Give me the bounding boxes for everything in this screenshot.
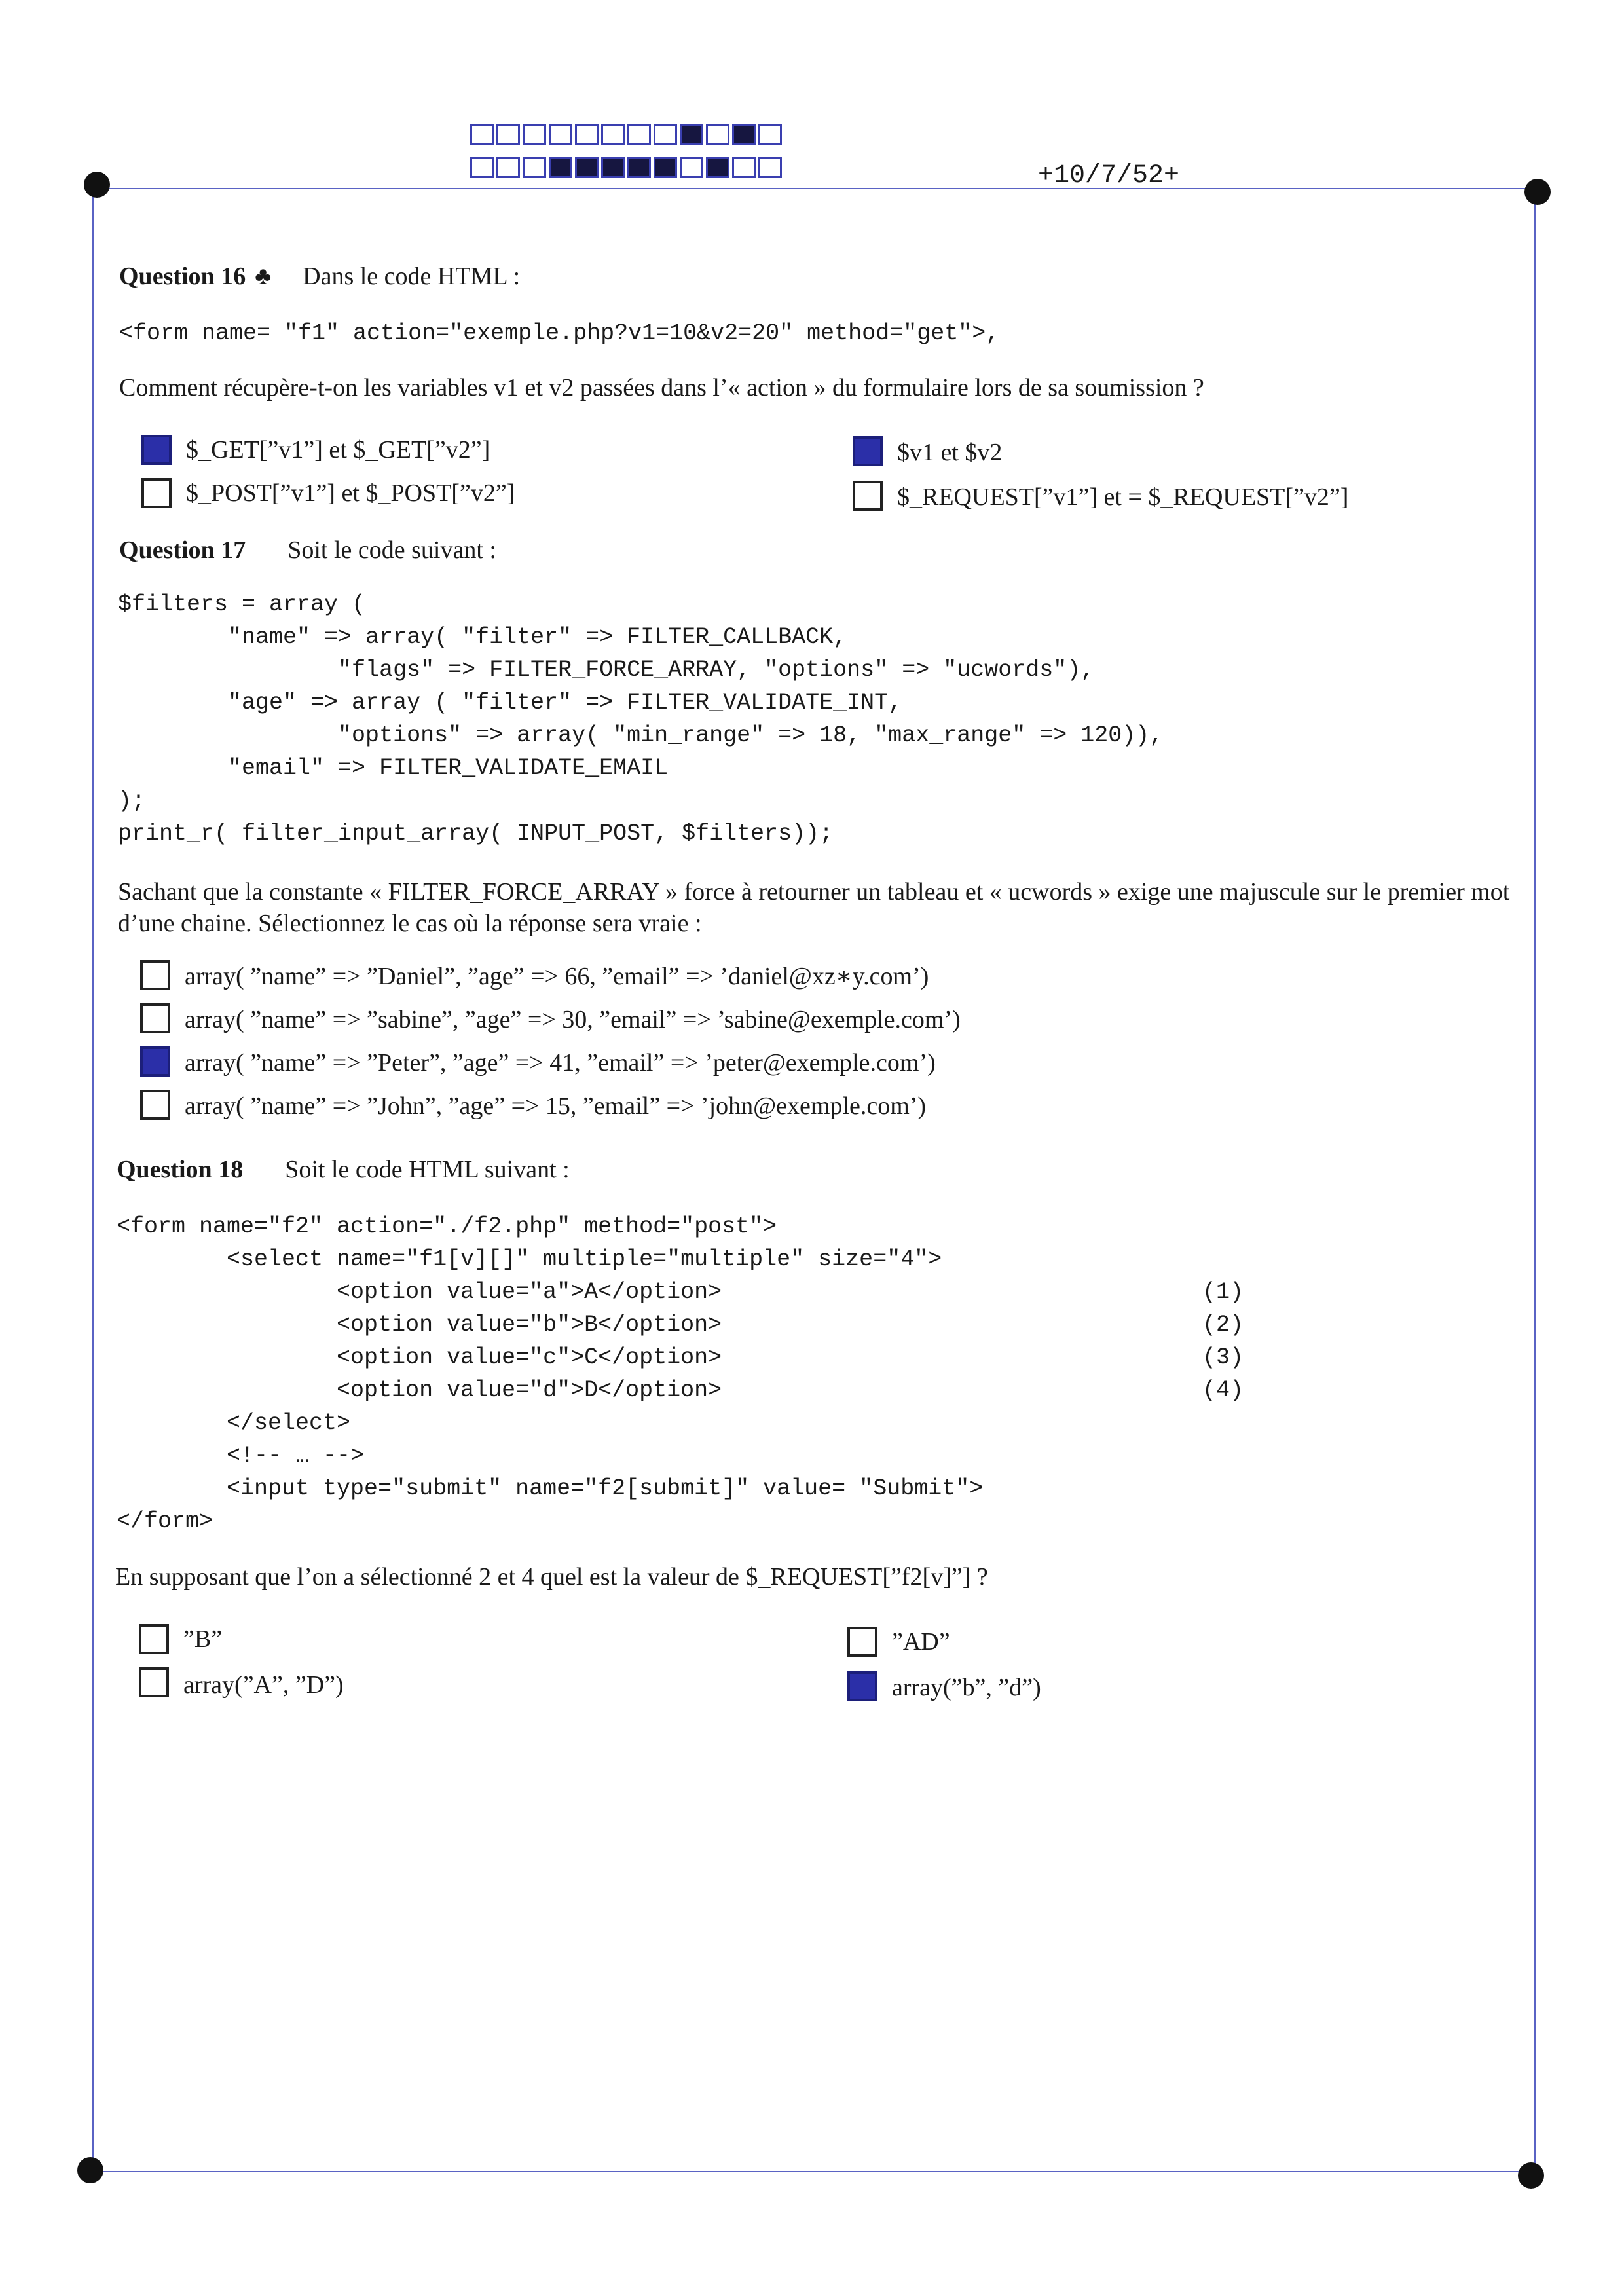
q16-answer-3: $_POST[”v1”] et $_POST[”v2”]: [186, 479, 515, 507]
barcode-row-1-cell-6: [601, 124, 625, 145]
q17-checkbox-4[interactable]: [140, 1090, 170, 1120]
barcode-row-1-cell-12: [758, 124, 782, 145]
q17-intro: Soit le code suivant :: [287, 536, 496, 564]
barcode-row-2-cell-3: [523, 157, 546, 178]
barcode-row-2-cell-11: [732, 157, 756, 178]
q18-line-numbers: [1202, 1276, 1244, 1407]
line-number-2: (2): [1202, 1312, 1244, 1338]
barcode-row-2-cell-10: [706, 157, 729, 178]
q18-answer-1: ”B”: [183, 1625, 223, 1653]
q18-checkbox-3[interactable]: [139, 1667, 169, 1697]
barcode-row-1-cell-1: [470, 124, 494, 145]
q18-checkbox-2[interactable]: [847, 1627, 877, 1657]
barcode-row-2-cell-12: [758, 157, 782, 178]
q18-label: Question 18: [117, 1156, 244, 1183]
club-icon: ♣: [255, 263, 272, 290]
barcode-row-1-cell-9: [680, 124, 703, 145]
q18-answer-3: array(”A”, ”D”): [183, 1671, 344, 1699]
q16-question: Comment récupère-t-on les variables v1 et v2 passées dans l’« action » du formulaire lors de sa soumission ?: [119, 374, 1204, 401]
q17-checkbox-3[interactable]: [140, 1046, 170, 1077]
q17-header: [119, 536, 496, 565]
q18-checkbox-4[interactable]: [847, 1671, 877, 1701]
barcode-row-1-cell-7: [627, 124, 651, 145]
line-number-1: (1): [1202, 1279, 1244, 1305]
q16-answer-2: $v1 et $v2: [897, 439, 1003, 466]
q17-answer-2: array( ”name” => ”sabine”, ”age” => 30, ”email” => ’sabine@exemple.com’): [185, 1006, 961, 1033]
barcode-row-1-cell-4: [549, 124, 572, 145]
q16-code: <form name= "f1" action="exemple.php?v1=10&v2=20" method="get">,: [119, 320, 1000, 346]
barcode-row-2-cell-5: [575, 157, 599, 178]
q16-answer-1: $_GET[”v1”] et $_GET[”v2”]: [186, 436, 490, 464]
q16-checkbox-2[interactable]: [853, 436, 883, 466]
barcode-row-1-cell-8: [654, 124, 677, 145]
q18-answer-2: ”AD”: [892, 1628, 950, 1656]
barcode-row-2: [470, 157, 782, 178]
q16-checkbox-3[interactable]: [141, 478, 172, 508]
q17-code: $filters = array ( "name" => array( "filter" => FILTER_CALLBACK, "flags" => FILTER_FORCE_ARRAY, "options" => "ucwords"), "age" => array ( "filter" => FILTER_VALIDATE_INT, "options" => array( "min_range" => 18, "max_range" => 120)), "email" => FILTER_VALIDATE_EMAIL ); print_r( filter_input_array( INPUT_POST, $filters));: [118, 591, 1164, 847]
line-number-3: (3): [1202, 1344, 1244, 1371]
q18-question: En supposant que l’on a sélectionné 2 et 4 quel est la valeur de $_REQUEST[”f2[v]”] ?: [115, 1563, 988, 1591]
q16-label: Question 16: [119, 263, 246, 290]
q18-header: [117, 1155, 570, 1184]
q17-label: Question 17: [119, 536, 246, 564]
barcode-row-1-cell-10: [706, 124, 729, 145]
q16-intro: Dans le code HTML :: [303, 263, 521, 290]
q16-checkbox-1[interactable]: [141, 435, 172, 465]
barcode-row-1-cell-5: [575, 124, 599, 145]
q17-answer-3: array( ”name” => ”Peter”, ”age” => 41, ”email” => ’peter@exemple.com’): [185, 1049, 936, 1077]
corner-marker-top-right: [1524, 179, 1551, 205]
barcode-row-1-cell-11: [732, 124, 756, 145]
barcode-row-1-cell-2: [496, 124, 520, 145]
q17-checkbox-2[interactable]: [140, 1003, 170, 1033]
barcode-row-1: [470, 124, 782, 145]
q18-answer-4: array(”b”, ”d”): [892, 1674, 1041, 1701]
corner-marker-top-left: [84, 172, 110, 198]
q18-intro: Soit le code HTML suivant :: [285, 1156, 570, 1183]
barcode-row-1-cell-3: [523, 124, 546, 145]
q16-header: [119, 262, 520, 291]
barcode-row-2-cell-6: [601, 157, 625, 178]
barcode-row-2-cell-9: [680, 157, 703, 178]
line-number-4: (4): [1202, 1377, 1244, 1403]
q17-question: Sachant que la constante « FILTER_FORCE_ARRAY » force à retourner un tableau et « ucwords » exige une majuscule sur le premier mot d’une chaine. Sélectionnez le cas où la réponse sera vraie :: [118, 878, 1510, 937]
page-id: +10/7/52+: [1038, 161, 1180, 191]
q18-checkbox-1[interactable]: [139, 1624, 169, 1654]
barcode-row-2-cell-4: [549, 157, 572, 178]
barcode-row-2-cell-2: [496, 157, 520, 178]
q17-answer-1: array( ”name” => ”Daniel”, ”age” => 66, ”email” => ’daniel@xz∗y.com’): [185, 963, 929, 990]
barcode-row-2-cell-7: [627, 157, 651, 178]
barcode-row-2-cell-1: [470, 157, 494, 178]
q17-checkbox-1[interactable]: [140, 960, 170, 990]
q18-code: <form name="f2" action="./f2.php" method="post"> <select name="f1[v][]" multiple="multiple" size="4"> <option value="a">A</option> <option value="b">B</option> <option value="c">C</option> <option value="d">D</option> </select> <!-- … --> <input type="submit" name="f2[submit]" value= "Submit"> </form>: [117, 1213, 984, 1534]
q16-checkbox-4[interactable]: [853, 481, 883, 511]
barcode-row-2-cell-8: [654, 157, 677, 178]
q16-answer-4: $_REQUEST[”v1”] et = $_REQUEST[”v2”]: [897, 483, 1349, 511]
corner-marker-bottom-left: [77, 2157, 103, 2183]
corner-marker-bottom-right: [1518, 2162, 1544, 2189]
q17-answer-4: array( ”name” => ”John”, ”age” => 15, ”email” => ’john@exemple.com’): [185, 1092, 927, 1120]
